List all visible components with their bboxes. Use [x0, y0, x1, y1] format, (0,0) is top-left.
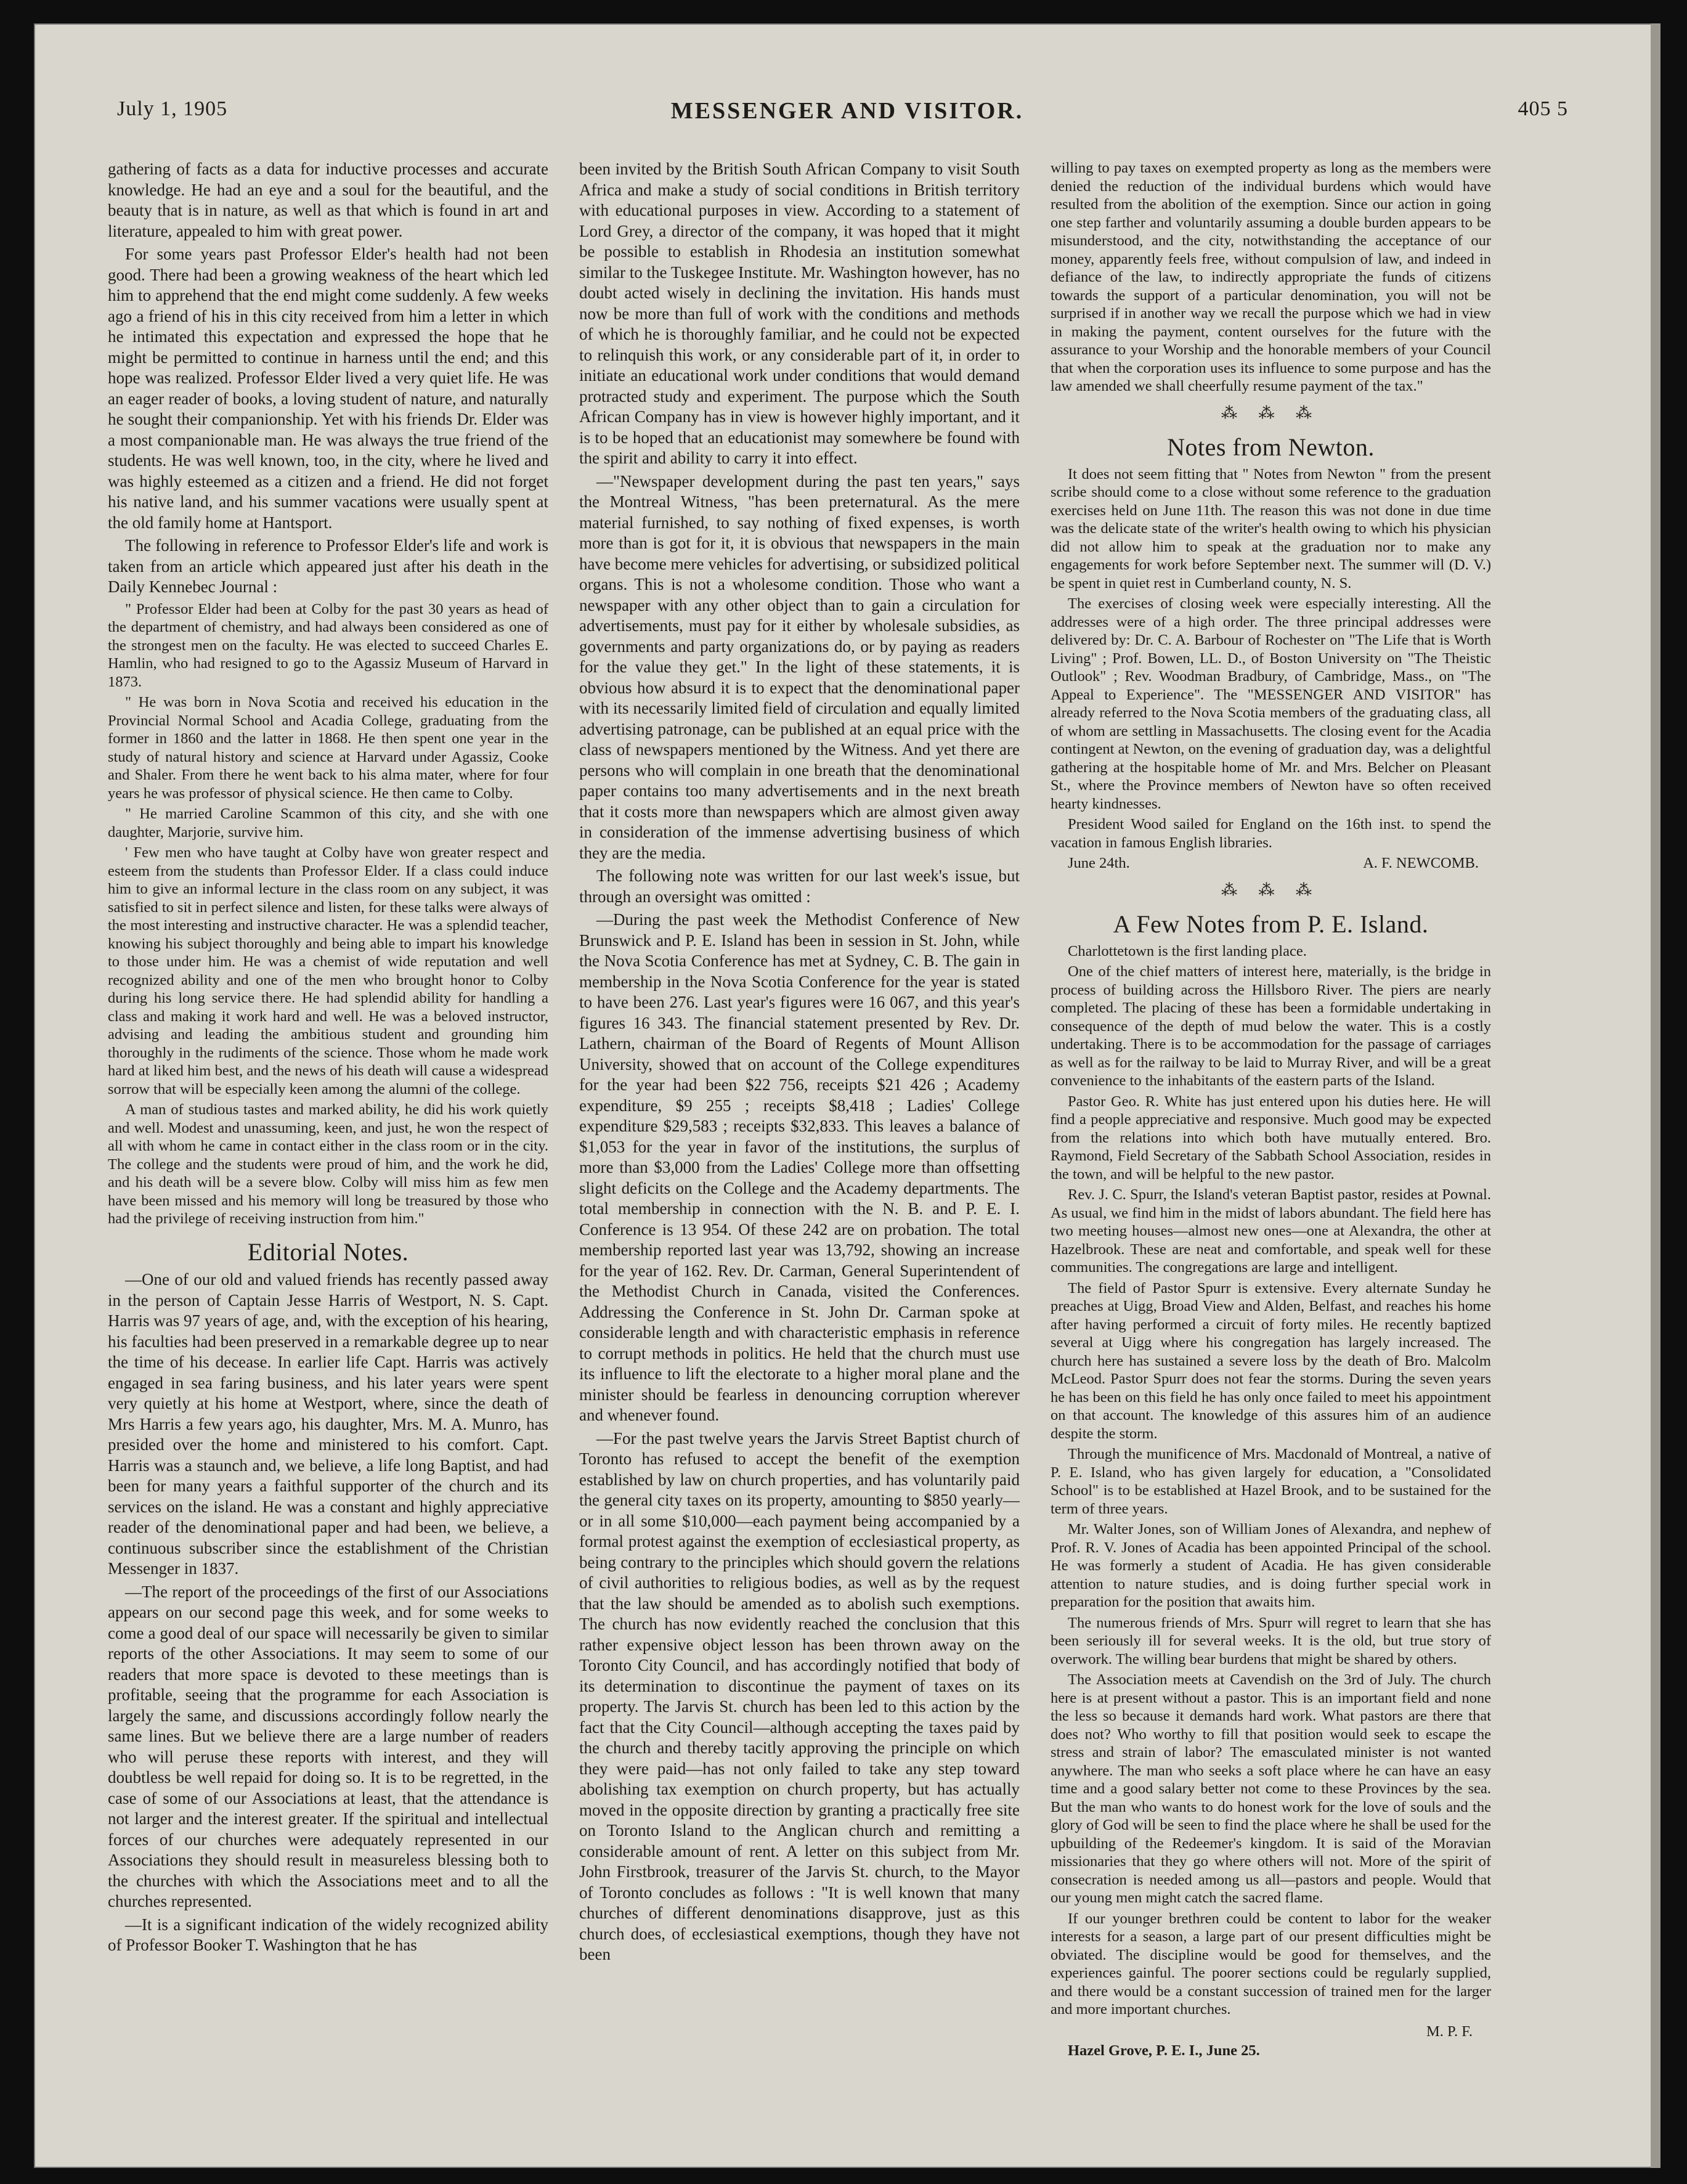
ornament-divider: ⁂ ⁂ ⁂: [1221, 404, 1320, 422]
column-middle: [579, 159, 1020, 2149]
article-paragraph: Through the munificence of Mrs. Macdonald of Montreal, a native of P. E. Island, who has given largely for education, a "Consolidated School" is to be established at Hazel Brook, and to be sustained for the term of three years.: [1051, 1446, 1491, 1517]
quoted-paragraph: " He married Caroline Scammon of this city, and she with one daughter, Marjorie, survive him.: [108, 805, 548, 841]
article-paragraph: Charlottetown is the first landing place.: [1068, 942, 1307, 960]
issue-date: July 1, 1905: [117, 97, 228, 120]
quoted-paragraph: " He was born in Nova Scotia and received his education in the Provincial Normal School and Acadia College, graduating from the former in 1860 and the latter in 1868. He then spent one year in the study of natural history and science at Harvard under Agassiz, Cooke and Shaler. From there he went back to his alma mater, where for four years he was professor of physical science. He then came to Colby.: [108, 694, 548, 802]
article-paragraph: The numerous friends of Mrs. Spurr will regret to learn that she has been seriously ill for several weeks. It is the old, but true story of overwork. The willing bear burdens that might be shared by others.: [1051, 1614, 1491, 1668]
section-heading-editorial-notes: Editorial Notes.: [247, 1237, 409, 1266]
article-paragraph: For some years past Professor Elder's health had not been good. There had been a growing weakness of the heart which led him to apprehend that the end might come suddenly. A few weeks ago a friend of his in this city received from him a letter in which he intimated this expectation and expressed the hope that he might be permitted to continue in harness until the end; and this hope was realized. Professor Elder lived a very quiet life. He was an eager reader of books, a loving student of nature, and naturally he sought their companionship. Yet with his friends Dr. Elder was a most companionable man. He was always the true friend of the students. He was well known, too, in the city, where he lived and was highly esteemed as a citizen and a friend. He did not forget his native land, and his summer vacations were usually spent at the old family home at Hantsport.: [108, 245, 548, 532]
author-signature: M. P. F.: [1426, 2023, 1473, 2040]
newspaper-page: [34, 23, 1661, 2168]
letter-date: June 24th.: [1068, 855, 1130, 871]
editorial-note: —"Newspaper development during the past ten years," says the Montreal Witness, "has been preternatural. As the mere material furnished, to say nothing of fixed expenses, is worth more than is got for it, it is obvious that newspapers in the main have become mere vehicles for advertising, or subsidized political organs. This is not a wholesome condition. Those who want a newspaper with any other object than to gain a circulation for advertisements, must pay for it either by wholesale subsidies, as governments and party organizations do, or by paying as readers for the value they get." In the light of these statements, it is obvious how absurd it is to expect that the denominational paper with its necessarily limited field of circulation and equally limited advertising patronage, can be published at an equal price with the class of newspapers mentioned by the Witness. And yet there are persons who will complain in one breath that the denominational paper contains too many advertisements and in the next breath that it costs more than newspapers which are almost given away in consideration of the immense advertising business of which they are the media.: [579, 471, 1020, 862]
column-left: [108, 159, 548, 2149]
column-right: [1051, 159, 1491, 2149]
article-paragraph: gathering of facts as a data for inductive processes and accurate knowledge. He had an eye and a soul for the beautiful, and the beauty that is in nature, as well as that which is found in art and literature, appealed to him with great power.: [108, 160, 548, 240]
signature-line: [1051, 854, 1491, 873]
article-paragraph: The following note was written for our last week's issue, but through an oversight was omitted :: [579, 866, 1020, 906]
editorial-note: —It is a significant indication of the widely recognized ability of Professor Booker T. Washington that he has: [108, 1915, 548, 1954]
editorial-note: —One of our old and valued friends has recently passed away in the person of Captain Jesse Harris of Westport, N. S. Capt. Harris was 97 years of age, and, with the exception of his hearing, his faculties had been preserved in a remarkable degree up to near the time of his decease. In earlier life Capt. Harris was actively engaged in sea faring business, and his later years were spent very quietly at his home at Westport, where, since the death of Mrs Harris a few years ago, his daughter, Mrs. M. A. Munro, has presided over the home and ministered to his comfort. Capt. Harris was a staunch and, we believe, a life long Baptist, and had been for many years a faithful supporter of the church and its services on the island. He was a constant and highly appreciative reader of the denominational paper and had been, we believe, a continuous subscriber since the establishment of the Christian Messenger in 1837.: [108, 1270, 548, 1578]
page-edge-shadow: [1651, 23, 1661, 2168]
quoted-paragraph: ' Few men who have taught at Colby have won greater respect and esteem from the students than Professor Elder. If a class could induce him to give an informal lecture in the class room on any subject, it was satisfied to sit in perfect silence and listen, for these talks were always of the most interesting and instructive character. He was a splendid teacher, knowing his subject thoroughly and being able to impart his knowledge to those under him. He was a chemist of wide reputation and well recognized ability and one of the men who brought honor to Colby during his long service there. He had splendid ability for handling a class and making it work hard and well. He was a beloved instructor, advising and leading the ambitious student and grounding him thoroughly in the rudiments of the science. Those whom he made work hard at liked him best, and the news of his death will cause a widespread sorrow that will be especially keen among the alumni of the college.: [108, 844, 548, 1098]
article-paragraph: The field of Pastor Spurr is extensive. Every alternate Sunday he preaches at Uigg, Broad View and Alden, Belfast, and reaches his home after having performed a circuit of forty miles. He recently baptized several at Uigg where his congregation has largely increased. The church here has sustained a severe loss by the death of Bro. Malcolm McLeod. Pastor Spurr does not fear the storms. During the seven years he has been on this field he has only once failed to meet his appointment on that account. The knowledge of this assures him of an audience despite the storm.: [1051, 1279, 1491, 1442]
page-header: [34, 23, 1661, 147]
article-paragraph: It does not seem fitting that " Notes from Newton " from the present scribe should come to a close without some reference to the graduation exercises held on June 11th. The reason this was not done in due time was the delicate state of the writer's health owing to which his physician did not allow him to speak at the graduation nor to make any engagements for work before September next. The summer will (D. V.) be spent in quiet rest in Cumberland county, N. S.: [1051, 465, 1491, 592]
section-heading-notes-from-newton: Notes from Newton.: [1167, 433, 1375, 461]
article-paragraph: If our younger brethren could be content to labor for the weaker interests for a season, a large part of our present difficulties might be obviated. The discipline would be good for themselves, and the experiences gainful. The poorer sections could be regularly supplied, and there would be a constant succession of trained men for the larger and more important churches.: [1051, 1910, 1491, 2018]
article-paragraph: The Association meets at Cavendish on the 3rd of July. The church here is at present without a pastor. This is an important field and none the less so because it demands hard work. What pastors are there that does not? Who worthy to fill that position would seek to escape the stress and strain of labor? The emasculated minister is not wanted anywhere. The man who seeks a soft place where he can have an easy time and a good salary better not come to these Provinces by the sea. But the man who wants to do honest work for the love of souls and the glory of God will be seen to find the place where he shall be used for the upbuilding of the Redeemer's kingdom. It is said of the Moravian missionaries that they go where others will not. More of the spirit of consecration is needed among us all—pastors and people. Would that our young men might catch the sacred flame.: [1051, 1671, 1491, 1906]
article-paragraph: Pastor Geo. R. White has just entered upon his duties here. He will find a people appreciative and responsive. Much good may be expected from the relations into which both have mutually entered. Bro. Raymond, Field Secretary of the Sabbath School Association, resides in the town, and will be helpful to the new pastor.: [1051, 1093, 1491, 1183]
article-paragraph: The following in reference to Professor Elder's life and work is taken from an article which appeared just after his death in the Daily Kennebec Journal :: [108, 536, 548, 596]
article-paragraph: Rev. J. C. Spurr, the Island's veteran Baptist pastor, resides at Pownal. As usual, we find him in the midst of labors abundant. The field here has two meeting houses—almost new ones—one at Alexandra, the other at Hazelbrook. These are neat and comfortable, and speak well for these communities. The congregations are large and intelligent.: [1051, 1186, 1491, 1276]
quoted-paragraph: A man of studious tastes and marked ability, he did his work quietly and well. Modest and unassuming, keen, and just, he won the respect of all with whom he came in contact either in the class room or in the city. The college and the students were proud of him, and the work he did, and his death will be a severe blow. Colby will miss him as few men have been missed and his memory will long be treasured by those who had the privilege of receiving instruction from him.": [108, 1101, 548, 1227]
article-paragraph: The exercises of closing week were especially interesting. All the addresses were of a high order. The three principal addresses were delivered by: Dr. C. A. Barbour of Rochester on "The Life that is Worth Living" ; Prof. Bowen, LL. D., of Boston University on "The Theistic Outlook" ; Rev. Woodman Bradbury, of Cambridge, Mass., on "The Appeal to Experience". The "MESSENGER AND VISITOR" has already referred to the Nova Scotia members of the graduating class, all of whom are settling in Massachusetts. The closing event for the Acadia contingent at Newton, on the evening of graduation day, was a delightful gathering at the hospitable home of Mr. and Mrs. Belcher on Pleasant St., where the Province members of Newton have so often received hearty kindnesses.: [1051, 595, 1491, 812]
article-paragraph: Mr. Walter Jones, son of William Jones of Alexandra, and nephew of Prof. R. V. Jones of Acadia has been appointed Principal of the school. He was formerly a student of Acadia. He has given considerable attention to nature studies, and is doing further special work in preparation for the position that awaits him.: [1051, 1521, 1491, 1610]
article-paragraph: One of the chief matters of interest here, materially, is the bridge in process of building across the Hillsboro River. The piers are nearly completed. The placing of these has been a formidable undertaking in consequence of the depth of mud below the water. This is a costly undertaking. There is to be accommodation for the passage of carriages as well as for the railway to be laid to Murray River, and will be a great convenience to the inhabitants of the eastern parts of the Island.: [1051, 963, 1491, 1089]
editorial-note: —For the past twelve years the Jarvis Street Baptist church of Toronto has refused to accept the benefit of the exemption established by law on church properties, and has voluntarily paid the general city taxes on its property, amounting to $850 yearly—or in all some $10,000—each payment being accompanied by a formal protest against the exemption of ecclesiastical property, as being contrary to the principles which should govern the relations of civil authorities to religious bodies, as well as by the request that the law should be amended as to abolish such exemptions. The church has now evidently reached the conclusion that this rather expensive object lesson has been thrown away on the Toronto City Council, and has accordingly notified that body of its determination to discontinue the payment of taxes on its property. The Jarvis St. church has been led to this action by the fact that the City Council—although accepting the taxes paid by the church and thereby tacitly approving the principle on which they were paid—has not only failed to take any step toward abolishing tax exemption on church property, but has actually moved in the opposite direction by granting a practically free site on Toronto Island to the Anglican church and remitting a considerable amount of rent. A letter on this subject from Mr. John Firstbrook, treasurer of the Jarvis St. church, to the Mayor of Toronto concludes as follows : "It is well known that many churches of different denominations disapprove, just as this church does, of ecclesiastical exemptions, though they have not been: [579, 1428, 1020, 1963]
ornament-divider: ⁂ ⁂ ⁂: [1221, 881, 1320, 899]
article-paragraph: President Wood sailed for England on the 16th inst. to spend the vacation in famous English libraries.: [1051, 816, 1491, 851]
editorial-note: —The report of the proceedings of the first of our Associations appears on our second page this week, and for some weeks to come a good deal of our space will necessarily be given to similar reports of the other Associations. It may seem to some of our readers that more space is devoted to these meetings than is profitable, seeing that the programme for each Association is largely the same, and discussions accordingly follow nearly the same lines. But we believe there are a large number of readers who will peruse these reports with interest, and they will doubtless be well repaid for doing so. It is to be regretted, in the case of some of our Associations at least, that the attendance is not larger and the interest greater. If the spiritual and intellectual forces of our churches were adequately represented in our Associations they should result in measureless blessing both to the churches with which the Associations meet and to all the churches represented.: [108, 1582, 548, 1910]
article-paragraph: willing to pay taxes on exempted property as long as the members were denied the reduction of the individual burdens which would have resulted from the abolition of the exemption. Since our action in going one step farther and voluntarily assuming a double burden appears to be misunderstood, and the city, notwithstanding the acceptance of our money, apparently feels free, without compulsion of law, and indeed in defiance of the law, to indirectly appropriate the funds of citizens towards the support of a particular denomination, you will not be surprised if in another way we recall the purpose which we had in view in making the payment, content ourselves for the future with the assurance to your Worship and the honorable members of your Council that when the corporation uses its influence to some purpose and has the law amended we shall cheerfully resume payment of the tax.": [1051, 160, 1491, 394]
author-signature: A. F. NEWCOMB.: [1363, 855, 1479, 871]
section-heading-pei-notes: A Few Notes from P. E. Island.: [1113, 910, 1429, 938]
article-paragraph: been invited by the British South African Company to visit South Africa and make a study of social conditions in British territory with educational purposes in view. According to a statement of Lord Grey, a director of the company, it was hoped that it might be possible to establish in Rhodesia an institution somewhat similar to the Tuskegee Institute. Mr. Washington however, has no doubt acted wisely in declining the invitation. His hands must now be more than full of work with the conditions and methods of which he is thoroughly familiar, and he could not be expected to relinquish this work, or any considerable part of it, in order to initiate an educational work under conditions that would demand protracted study and experiment. The purpose which the South African Company has in view is however highly important, and it is to be hoped that an educationist may somewhere be found with the spirit and ability to carry it into effect.: [579, 160, 1020, 467]
editorial-note: —During the past week the Methodist Conference of New Brunswick and P. E. Island has been in session in St. John, while the Nova Scotia Conference has met at Sydney, C. B. The gain in membership in the Nova Scotia Conference for the year is stated to have been 276. Last year's figures were 16 067, and this year's figures 16 343. The financial statement presented by Rev. Dr. Lathern, chairman of the Board of Regents of Mount Allison University, showed that on account of the College expenditures for the year had been $22 756, receipts $21 426 ; Academy expenditure, $9 255 ; receipts $8,418 ; Ladies' College expenditure $29,583 ; receipts $32,833. This leaves a balance of $1,053 for the year in favor of the institutions, the surplus of more than $3,000 from the Ladies' College more than offsetting slight deficits on the College and the Academy departments. The total membership in connection with the N. B. and P. E. I. Conference is 13 954. Of these 242 are on probation. The total membership reported last year was 13,792, showing an increase for the year of 162. Rev. Dr. Carman, General Superintendent of the Methodist Church in Canada, visited the Conferences. Addressing the Conference in St. John Dr. Carman spoke at considerable length and with characteristic emphasis in reference to corrupt methods in politics. He held that the church must use its influence to lift the electorate to a higher moral plane and the minister should be fearless in denouncing corruption wherever and whenever found.: [579, 910, 1020, 1424]
dateline: Hazel Grove, P. E. I., June 25.: [1068, 2042, 1260, 2059]
page-number: 405 5: [1518, 97, 1568, 120]
masthead-title: MESSENGER AND VISITOR.: [670, 98, 1024, 124]
quoted-paragraph: " Professor Elder had been at Colby for the past 30 years as head of the department of chemistry, and had always been considered as one of the strongest men on the faculty. He was elected to succeed Charles E. Hamlin, who had resigned to go to the Agassiz Museum of Harvard in 1873.: [108, 600, 548, 690]
